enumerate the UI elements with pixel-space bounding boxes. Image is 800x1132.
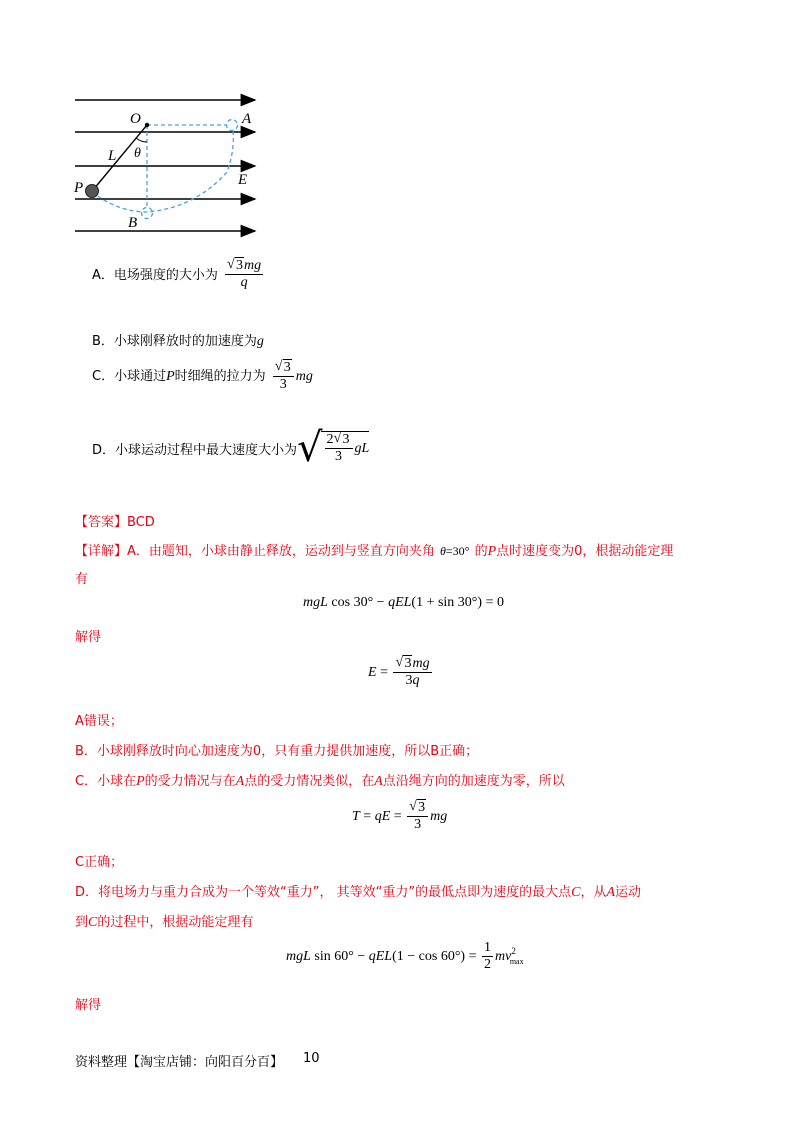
- d-line-1: [75, 881, 641, 901]
- option-c-text-2: 时细绳的拉力为: [174, 368, 266, 384]
- pivot-point: [145, 123, 149, 127]
- b-line: B．小球刚释放时向心加速度为0，只有重力提供加速度，所以B正确；: [75, 744, 479, 759]
- option-c: [92, 360, 313, 393]
- d-line-2-a: 到: [75, 915, 89, 930]
- detail-line-1-p: P: [487, 544, 497, 559]
- c-line-p: P: [136, 774, 145, 789]
- answer: 【答案】BCD: [75, 515, 155, 530]
- option-b-g: g: [256, 334, 264, 349]
- label-A: A: [242, 111, 252, 127]
- c-line-a: A: [235, 774, 245, 789]
- d-line-1-c: 运动: [615, 885, 642, 900]
- option-c-formula: √ $\frac{3}{3}$ mg: [271, 369, 313, 384]
- label-L: L: [108, 148, 117, 164]
- d-line-1-a-letter: A: [606, 885, 616, 900]
- equation-4: mgL sin 60° − qEL(1 − cos 60°) = $\frac{1}{2}$ $mv^2_{max}$: [286, 940, 524, 973]
- option-c-text-1: C．小球通过: [92, 368, 167, 384]
- detail-theta-formula: θ=30°: [440, 544, 470, 558]
- label-E: E: [238, 172, 248, 188]
- option-d-formula: √ $\frac{2√ 3}{3}$ gL: [297, 428, 369, 468]
- detail-line-1-a: 【详解】A．由题知，小球由静止释放，运动到与竖直方向夹角: [75, 544, 435, 559]
- d-line-2-b: 的过程中，根据动能定理有: [97, 915, 254, 930]
- c-line: [75, 770, 565, 790]
- option-d-text: D．小球运动过程中最大速度大小为: [92, 442, 298, 458]
- label-B: B: [128, 215, 138, 231]
- physics-figure: [70, 90, 270, 240]
- c-line-1: C．小球在: [75, 774, 137, 789]
- option-c-p: P: [166, 368, 175, 384]
- d-line-1-a: D．将电场力与重力合成为一个等效“重力”， 其等效“重力”的最低点即为速度的最大点: [75, 885, 572, 900]
- equation-2: E = √ $\frac{3mg}{3q}$: [368, 656, 434, 689]
- label-O: O: [130, 111, 141, 127]
- option-b: [92, 330, 264, 350]
- detail-line-1: [75, 540, 673, 560]
- ball-icon: [86, 185, 99, 198]
- d-line-1-c-letter: C: [571, 885, 581, 900]
- d-line-1-b: ，从: [580, 885, 607, 900]
- page-number: 10: [303, 1051, 320, 1066]
- dashed-paths: [92, 120, 238, 219]
- jiede-2: 解得: [75, 998, 102, 1013]
- jiede-1: 解得: [75, 630, 102, 645]
- detail-line-1-d: 有: [75, 572, 89, 587]
- a-wrong: A错误；: [75, 714, 123, 729]
- d-line-2-c-letter: C: [88, 915, 98, 930]
- theta-arc: [136, 138, 147, 142]
- c-line-a2: A: [374, 774, 383, 789]
- option-b-text: B．小球刚释放时的加速度为: [92, 334, 257, 349]
- label-P: P: [74, 180, 84, 196]
- detail-line-1-c: 点时速度变为0，根据动能定理: [496, 544, 674, 559]
- c-line-2: 的受力情况与在: [144, 774, 236, 789]
- field-lines: [75, 100, 255, 231]
- option-a-formula: √ $\frac{3mg}{q}$: [225, 258, 263, 291]
- equation-3: T = qE = √ $\frac{3}{3}$ mg: [352, 800, 447, 833]
- footer-source: 资料整理【淘宝店铺：向阳百分百】: [75, 1055, 284, 1070]
- option-a: [92, 258, 265, 291]
- c-line-3: 点的受力情况类似，在: [244, 774, 375, 789]
- c-right: C正确；: [75, 855, 124, 870]
- option-d: [92, 425, 370, 471]
- label-theta: θ: [134, 146, 141, 161]
- d-line-2: [75, 911, 253, 931]
- option-a-text: A．电场强度的大小为: [92, 268, 218, 284]
- detail-line-1-b: 的: [474, 544, 488, 559]
- equation-1: mgL cos 30° − qEL(1 + sin 30°) = 0: [303, 595, 504, 610]
- c-line-4: 点沿绳方向的加速度为零，所以: [382, 774, 565, 789]
